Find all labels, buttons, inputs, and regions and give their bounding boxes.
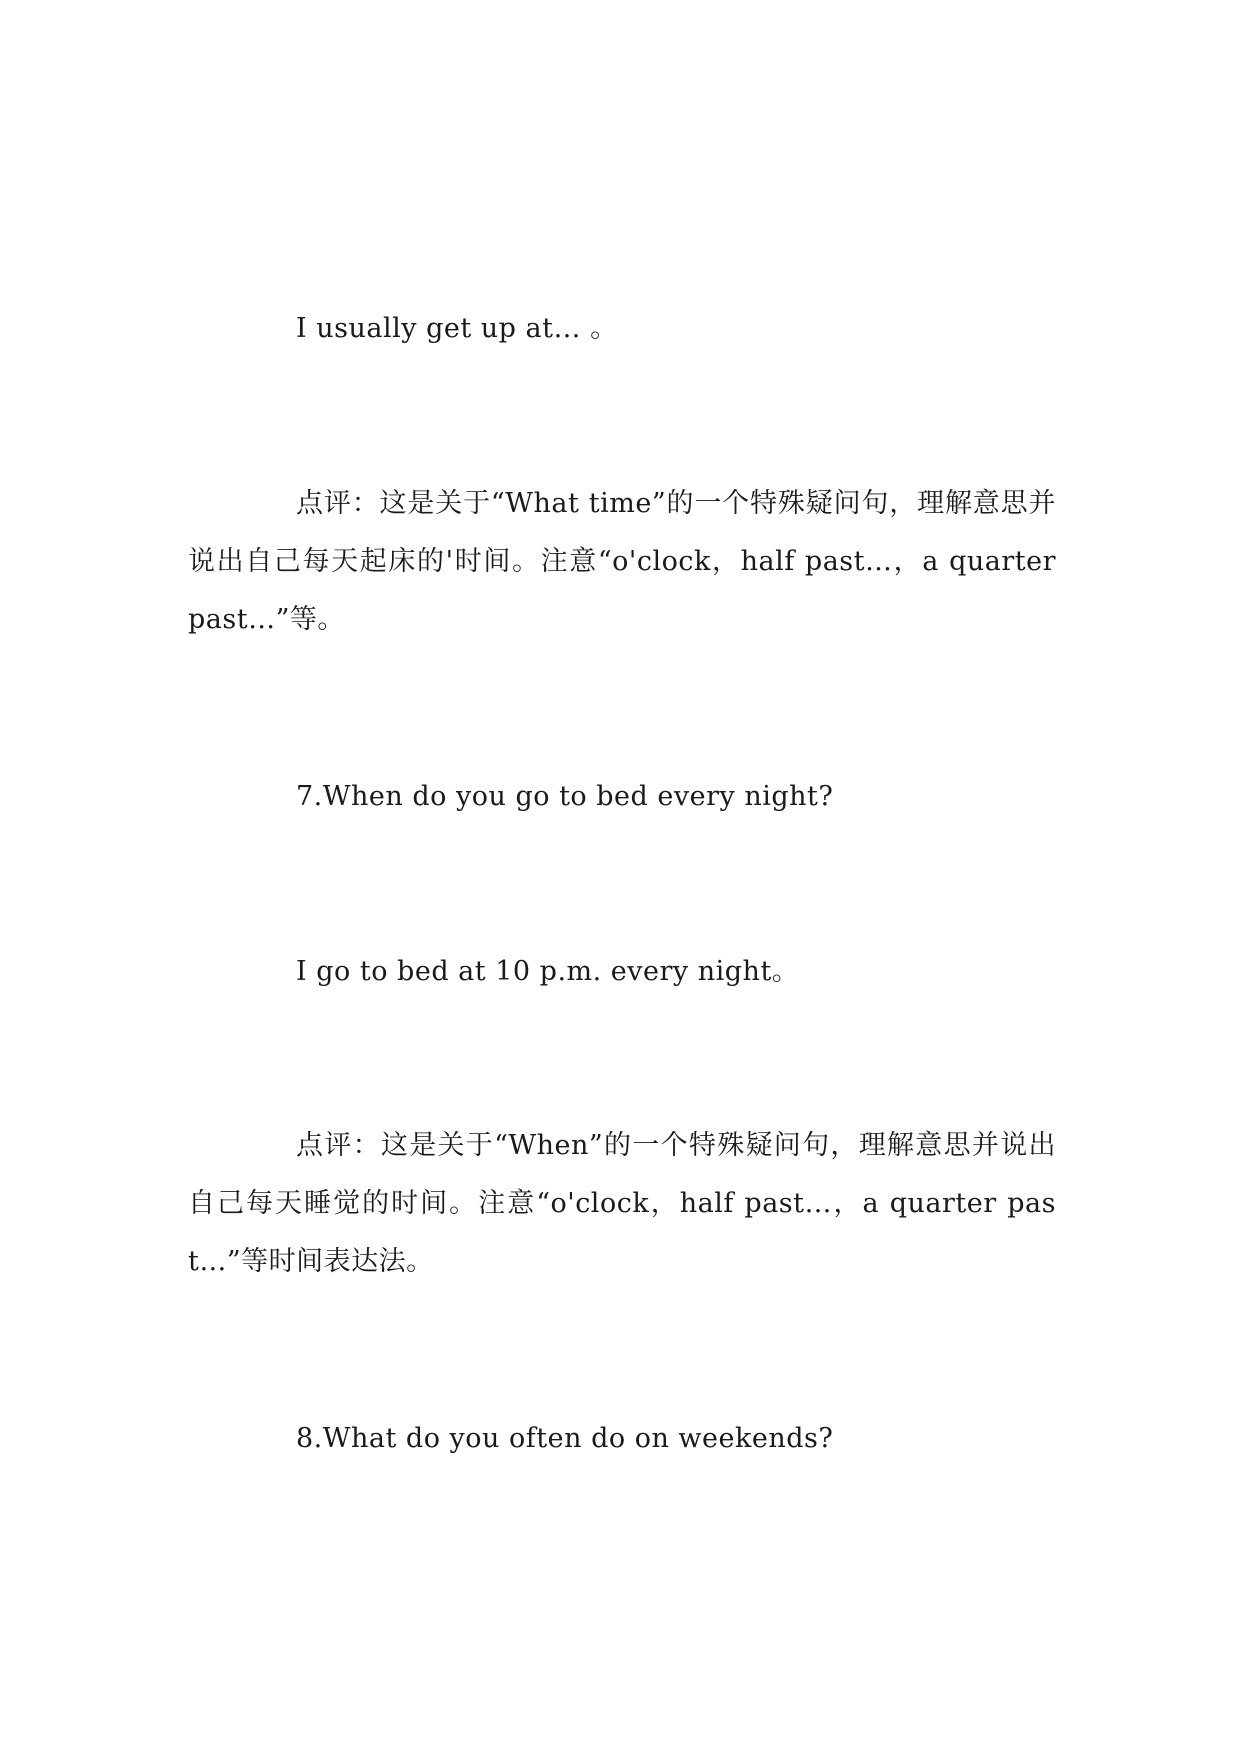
comment-what-time-paragraph: 点评：这是关于“What time”的一个特殊疑问句，理解意思并说出自己每天起床的'时间。注意“o'clock，half past…，a quarter past…”等。 bbox=[188, 488, 1056, 635]
answer-get-up-paragraph: I usually get up at… 。 bbox=[296, 313, 618, 344]
question-7-paragraph: 7.When do you go to bed every night? bbox=[296, 781, 834, 812]
comment-when-paragraph: 点评：这是关于“When”的一个特殊疑问句，理解意思并说出自己每天睡觉的时间。注意“o'clock，half past…，a quarter past…”等时间表达法。 bbox=[188, 1130, 1056, 1277]
question-8-paragraph: 8.What do you often do on weekends? bbox=[296, 1423, 834, 1454]
answer-go-to-bed-paragraph: I go to bed at 10 p.m. every night。 bbox=[296, 956, 800, 987]
